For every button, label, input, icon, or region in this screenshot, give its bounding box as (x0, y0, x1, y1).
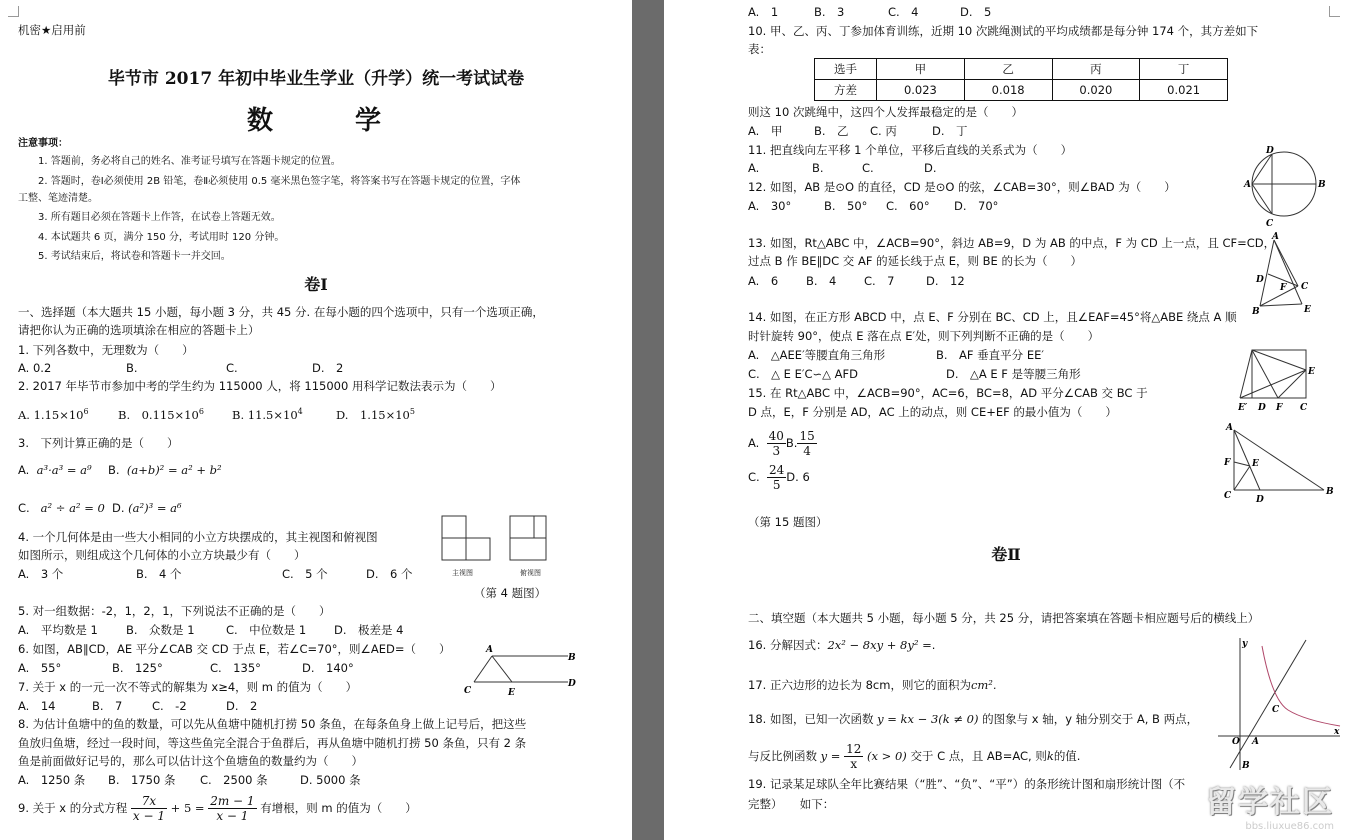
question-14-cont: 时针旋转 90°，使点 E 落在点 E′处，则下列判断不正确的是（ ） (748, 329, 1100, 343)
q2-option-b: B. $0.115\times 10^6$ (118, 407, 204, 422)
svg-text:F: F (1224, 458, 1231, 468)
question-13-cont: 过点 B 作 BE∥DC 交 AF 的延长线于点 E，则 BE 的长为（ ） (748, 254, 1082, 268)
q4-option-b: B. 4 个 (136, 567, 182, 581)
q15-options-ab: A. $\frac{40}{3}$ B. $\frac{15}{4}$ (748, 429, 815, 458)
exam-title: 毕节市 2017 年初中毕业生学业（升学）统一考试试卷 (107, 69, 525, 89)
question-10-cont: 表： (748, 42, 771, 56)
question-15: 15. 在 Rt△ABC 中，∠ACB=90°，AC=6，BC=8，AD 平分∠CAB 交 BC 于 (748, 386, 1148, 400)
q4-top-view-label: 俯视图 (520, 569, 541, 577)
svg-text:y: y (1242, 639, 1248, 649)
q6-label-a: A (486, 645, 493, 655)
question-12: 12. 如图，AB 是⊙O 的直径，CD 是⊙O 的弦，∠CAB=30°，则∠BAD 为（ ） (748, 180, 1176, 194)
question-18: 18. 如图，已知一次函数 y = kx − 3(k ≠ 0) 的图象与 x 轴，y 轴分别交于 A, B 两点， (748, 712, 1199, 726)
q2-option-a: A. $1.15\times 10^6$ (18, 407, 89, 422)
svg-text:A: A (1272, 232, 1279, 242)
question-4-cont: 如图所示，则组成这个几何体的小立方块最少有（ ） (18, 548, 306, 562)
q6-option-a: A. 55° (18, 661, 62, 675)
svg-text:C: C (1300, 403, 1308, 413)
svg-text:D: D (1256, 495, 1264, 505)
part2-intro: 二、填空题（本大题共 5 小题，每小题 5 分，共 25 分，请把答案填在答题卡相应题号后的横线上） (748, 611, 1260, 625)
svg-text:E: E (1304, 305, 1311, 315)
notice-1: 1. 答题前，务必将自己的姓名、准考证号填写在答题卡规定的位置。 (38, 156, 341, 167)
table-cell: 甲 (877, 59, 965, 80)
q18-function-graph (1214, 636, 1344, 774)
q12-circle-figure (1242, 146, 1326, 228)
q11-option-b: B. (812, 161, 824, 175)
q7-option-b: B. 7 (92, 699, 123, 713)
q14-option-c: C. △ E E′C∽△ AFD (748, 367, 858, 381)
question-8: 8. 为估计鱼塘中的鱼的数量，可以先从鱼塘中随机打捞 50 条鱼，在每条鱼身上做上记号后，把这些 (18, 717, 527, 731)
question-11: 11. 把直线向左平移 1 个单位，平移后直线的关系式为（ ） (748, 143, 1073, 157)
q14-option-b: B. AF 垂直平分 EE′ (936, 348, 1044, 362)
q1-option-b: B. (126, 361, 138, 375)
svg-text:A: A (1226, 423, 1233, 433)
svg-text:C: C (1266, 219, 1274, 228)
svg-text:F: F (1280, 283, 1287, 293)
q2-option-c: B. $11.5\times 10^4$ (232, 407, 303, 422)
question-10: 10. 甲、乙、丙、丁参加体育训练，近期 10 次跳绳测试的平均成绩都是每分钟 174 个，其方差如下 (748, 24, 1259, 38)
table-cell: 0.018 (964, 80, 1052, 101)
q3-option-d: D. (a²)³ = a⁶ (112, 501, 182, 515)
q13-option-c: C. 7 (864, 274, 895, 288)
svg-text:O: O (1232, 737, 1240, 747)
q10-option-c: C. 丙 (870, 124, 897, 138)
table-cell: 方差 (815, 80, 877, 101)
q8-option-d: D. 5000 条 (300, 773, 361, 787)
q15-options-cd: C. $\frac{24}{5}$ D. 6 (748, 463, 810, 492)
q9-option-d: D. 5 (960, 5, 992, 19)
svg-text:D: D (1266, 146, 1274, 156)
question-15-cont: D 点，E，F 分别是 AD，AC 上的动点，则 CE+EF 的最小值为（ ） (748, 405, 1117, 419)
q5-option-c: C. 中位数是 1 (226, 623, 307, 637)
q12-option-b: B. 50° (824, 199, 868, 213)
question-19: 19. 记录某足球队全年比赛结果（“胜”、“负”、“平”）的条形统计图和扇形统计图（不 (748, 777, 1186, 791)
q5-option-b: B. 众数是 1 (126, 623, 195, 637)
q15-triangle-figure (1224, 420, 1336, 506)
q14-square-figure (1238, 340, 1318, 414)
page-corner-mark (8, 6, 19, 17)
q1-option-d: D. 2 (312, 361, 344, 375)
q8-option-a: A. 1250 条 (18, 773, 86, 787)
q14-option-d: D. △A E F 是等腰三角形 (946, 367, 1081, 381)
q10-option-d: D. 丁 (932, 124, 968, 138)
q13-option-d: D. 12 (926, 274, 965, 288)
part1-intro: 一、选择题（本大题共 15 小题，每小题 3 分，共 45 分. 在每小题的四个选项中，只有一个选项正确， (18, 305, 544, 319)
q6-option-c: C. 135° (210, 661, 261, 675)
q9-option-c: C. 4 (888, 5, 919, 19)
svg-text:C: C (1272, 705, 1280, 715)
q4-option-a: A. 3 个 (18, 567, 64, 581)
q6-label-e: E (508, 688, 515, 698)
q4-option-c: C. 5 个 (282, 567, 328, 581)
document-page-right (664, 0, 1348, 840)
notice-2: 2. 答题时，卷Ⅰ必须使用 2B 铅笔，卷Ⅱ必须使用 0.5 毫米黑色签字笔，将答案书写在答题卡规定的位置，字体 (38, 176, 521, 187)
question-19-cont: 完整） 如下： (748, 797, 835, 811)
svg-text:B: B (1318, 180, 1326, 190)
q13-option-a: A. 6 (748, 274, 779, 288)
q8-option-c: C. 2500 条 (200, 773, 268, 787)
table-header-row (815, 59, 1228, 80)
q3-option-b: B. (a+b)² = a² + b² (108, 463, 222, 477)
svg-text:B: B (1326, 487, 1334, 497)
variance-table (814, 58, 1228, 101)
q1-option-a: A. 0.2 (18, 361, 52, 375)
question-8-cont-1: 鱼放归鱼塘，经过一段时间，等这些鱼完全混合于鱼群后，再从鱼塘中随机打捞 50 条鱼，只有 2 条 (18, 736, 527, 750)
watermark: 留学社区 bbs.liuxue86.com (1206, 785, 1334, 832)
q6-figure (460, 642, 580, 698)
table-row (815, 80, 1228, 101)
table-cell: 0.020 (1052, 80, 1140, 101)
subject-title: 数 学 (246, 106, 409, 136)
q12-option-c: C. 60° (886, 199, 930, 213)
question-6: 6. 如图，AB∥CD，AE 平分∠CAB 交 CD 于点 E，若∠C=70°，则∠AED=（ ） (18, 642, 451, 656)
q13-triangle-figure (1252, 232, 1320, 316)
q12-option-d: D. 70° (954, 199, 999, 213)
q11-option-a: A. (748, 161, 760, 175)
table-cell: 丙 (1052, 59, 1140, 80)
svg-text:F: F (1276, 403, 1283, 413)
q1-option-c: C. (226, 361, 238, 375)
confidential-label: 机密★启用前 (18, 23, 86, 37)
question-14: 14. 如图，在正方形 ABCD 中，点 E、F 分别在 BC、CD 上，且∠EAF=45°将△ABE 绕点 A 顺 (748, 310, 1237, 324)
section-2-title: 卷Ⅱ (991, 545, 1021, 564)
q4-option-d: D. 6 个 (366, 567, 413, 581)
table-cell: 选手 (815, 59, 877, 80)
q7-option-c: C. -2 (152, 699, 187, 713)
section-1-title: 卷Ⅰ (304, 275, 328, 294)
q10-option-a: A. 甲 (748, 124, 783, 138)
q9-option-b: B. 3 (814, 5, 845, 19)
q14-option-a: A. △AEE′等腰直角三角形 (748, 348, 886, 362)
question-18-cont: 与反比例函数 y = $\frac{12}{x}$ (x > 0) 交于 C 点，且 AB=AC, 则k的值. (748, 742, 1081, 771)
q11-option-c: C. (862, 161, 874, 175)
notice-2-cont: 工整、笔迹清楚。 (18, 193, 98, 204)
table-cell: 乙 (964, 59, 1052, 80)
table-cell: 0.021 (1140, 80, 1228, 101)
document-page-left (0, 0, 632, 840)
q12-option-a: A. 30° (748, 199, 792, 213)
svg-text:D: D (1256, 275, 1264, 285)
page-corner-mark (1329, 6, 1340, 17)
q11-option-d: D. (924, 161, 937, 175)
svg-text:C: C (1224, 491, 1232, 501)
question-2: 2. 2017 年毕节市参加中考的学生约为 115000 人，将 115000 用科学记数法表示为（ ） (18, 379, 502, 393)
question-9: 9. 关于 x 的分式方程 $\frac{7x}{x - 1}$ + 5 = $\frac{2m - 1}{x - 1}$ 有增根，则 m 的值为（ ） (18, 794, 417, 823)
question-5: 5. 对一组数据：-2，1，2，1，下列说法不正确的是（ ） (18, 604, 331, 618)
svg-text:A: A (1244, 180, 1251, 190)
table-cell: 丁 (1140, 59, 1228, 80)
q8-option-b: B. 1750 条 (108, 773, 176, 787)
notice-4: 4. 本试题共 6 页，满分 150 分，考试用时 120 分钟。 (38, 232, 285, 243)
notice-heading: 注意事项： (18, 138, 68, 149)
question-13: 13. 如图，Rt△ABC 中，∠ACB=90°，斜边 AB=9，D 为 AB 的中点，F 为 CD 上一点，且 CF=CD， (748, 236, 1276, 250)
question-10-cont-2: 则这 10 次跳绳中，这四个人发挥最稳定的是（ ） (748, 105, 1023, 119)
svg-text:A: A (1252, 737, 1259, 747)
q7-option-a: A. 14 (18, 699, 56, 713)
q5-option-d: D. 极差是 4 (334, 623, 404, 637)
q6-option-b: B. 125° (112, 661, 163, 675)
question-8-cont-2: 鱼是前面做好记号的，那么可以估计这个鱼塘鱼的数量约为（ ） (18, 754, 363, 768)
question-16: 16. 分解因式：2x² − 8xy + 8y² =. (748, 638, 936, 652)
svg-text:x: x (1334, 727, 1340, 737)
svg-text:E: E (1308, 367, 1315, 377)
q4-figure-caption: （第 4 题图） (474, 586, 547, 600)
notice-5: 5. 考试结束后，将试卷和答题卡一并交回。 (38, 251, 231, 262)
question-7: 7. 关于 x 的一元一次不等式的解集为 x≥4，则 m 的值为（ ） (18, 680, 358, 694)
svg-text:C: C (1301, 282, 1309, 292)
q6-option-d: D. 140° (302, 661, 354, 675)
svg-text:E′: E′ (1238, 403, 1248, 413)
page-gap (632, 0, 664, 840)
svg-text:D: D (1258, 403, 1266, 413)
q10-option-b: B. 乙 (814, 124, 849, 138)
question-1: 1. 下列各数中，无理数为（ ） (18, 343, 194, 357)
svg-text:B: B (1252, 307, 1260, 316)
q2-option-d: D. $1.15\times 10^5$ (336, 407, 415, 422)
q3-option-c: C. a² ÷ a² = 0 (18, 501, 105, 515)
part1-intro-cont: 请把你认为正确的选项填涂在相应的答题卡上） (18, 323, 260, 337)
q6-label-b: B (568, 653, 576, 663)
q3-option-a: A. a³·a³ = a⁹ (18, 463, 92, 477)
notice-3: 3. 所有题目必须在答题卡上作答，在试卷上答题无效。 (38, 212, 281, 223)
q9-option-a: A. 1 (748, 5, 779, 19)
q6-label-c: C (464, 686, 472, 696)
q15-caption: （第 15 题图） (748, 515, 828, 529)
q13-option-b: B. 4 (806, 274, 837, 288)
q7-option-d: D. 2 (226, 699, 258, 713)
svg-text:E: E (1252, 459, 1259, 469)
q4-front-view-label: 主视图 (452, 569, 473, 577)
q5-option-a: A. 平均数是 1 (18, 623, 98, 637)
svg-text:B: B (1242, 761, 1250, 771)
q6-label-d: D (568, 679, 576, 689)
table-cell: 0.023 (877, 80, 965, 101)
question-3: 3. 下列计算正确的是（ ） (18, 436, 179, 450)
question-17: 17. 正六边形的边长为 8cm，则它的面积为cm². (748, 678, 997, 692)
question-4: 4. 一个几何体是由一些大小相同的小立方块摆成的，其主视图和俯视图 (18, 530, 378, 544)
